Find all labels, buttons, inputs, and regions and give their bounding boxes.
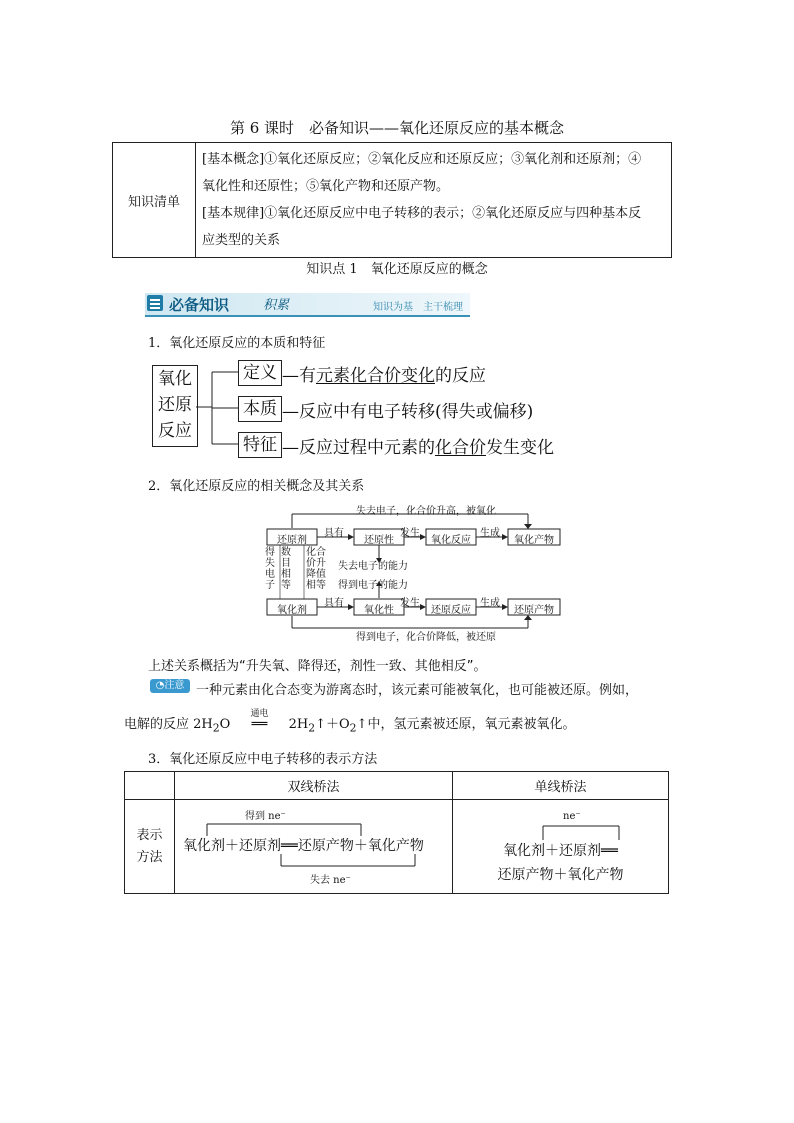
banner-subtitle: 知识为基 主干梳理 xyxy=(373,302,463,313)
electron-transfer-table xyxy=(124,771,669,894)
knowledge-list-table xyxy=(112,142,672,258)
essence-box: 本质 xyxy=(238,396,282,422)
double-bridge-cell xyxy=(175,800,453,894)
definition-text: —有元素化合价变化的反应 xyxy=(282,366,486,386)
note-text-line2: 电解的反应 $2H_2O$ 通电 ══ $2H_2↑+O_2↑$中，氢元素被还原，氧元素被氧化。 xyxy=(124,709,576,735)
lose-electron-ability: 失去电子的能力 xyxy=(338,561,408,572)
section3-heading: 3．氧化还原反应中电子转移的表示方法 xyxy=(148,752,378,767)
summary-text: 上述关系概括为“升失氧、降得还，剂性一致、其他相反”。 xyxy=(148,659,487,674)
arrow-label-undergo: 发生 xyxy=(400,598,420,609)
top-relation-label: 失去电子，化合价升高，被氧化 xyxy=(356,506,496,517)
knowledge-line: [基本概念]①氧化还原反应；②氧化反应和还原反应；③氧化剂和还原剂；④ xyxy=(202,152,642,167)
root-line: 氧化 xyxy=(158,369,192,389)
banner-stamp: 积累 xyxy=(263,298,290,313)
reducing-agent-box: 还原剂 xyxy=(277,535,307,546)
column-single-bridge: 单线桥法 xyxy=(453,772,669,800)
knowledge-point-heading: 知识点 1 氧化还原反应的概念 xyxy=(306,262,488,277)
vertical-label-electrons: 得失电子 xyxy=(265,547,275,591)
gain-electron-ability: 得到电子的能力 xyxy=(338,580,408,591)
knowledge-line: 应类型的关系 xyxy=(202,233,281,248)
note-badge: ◔注意 xyxy=(150,679,190,693)
section2-heading: 2．氧化还原反应的相关概念及其关系 xyxy=(148,479,365,494)
note-text-line1: 一种元素由化合态变为游离态时，该元素可能被氧化，也可能被还原。例如， xyxy=(196,683,639,698)
arrow-label-has: 具有 xyxy=(324,598,344,609)
oxidation-reaction-box: 氧化反应 xyxy=(431,535,471,546)
knowledge-list-label: 知识清单 xyxy=(113,143,196,258)
vertical-label-valence: 化合价升降值相等 xyxy=(306,547,326,591)
feature-text: —反应过程中元素的化合价发生变化 xyxy=(282,438,554,458)
page-title: 第 6 课时 必备知识——氧化还原反应的基本概念 xyxy=(229,119,565,137)
oxidation-product-box: 氧化产物 xyxy=(514,535,554,546)
double-bottom-label: 失去 ne⁻ xyxy=(310,875,351,886)
single-equation-line2: 还原产物＋氧化产物 xyxy=(497,867,624,883)
root-line: 反应 xyxy=(158,421,192,441)
reducibility-box: 还原性 xyxy=(364,535,394,546)
arrow-label-has: 具有 xyxy=(324,528,344,539)
oxidizing-agent-box: 氧化剂 xyxy=(277,605,307,616)
knowledge-line: 氧化性和还原性；⑤氧化产物和还原产物。 xyxy=(202,179,450,194)
table-corner xyxy=(125,772,175,800)
vertical-label-equal: 数目相等 xyxy=(281,547,291,591)
book-icon xyxy=(147,295,163,311)
feature-box: 特征 xyxy=(238,432,282,458)
knowledge-line: [基本规律]①氧化还原反应中电子转移的表示；②氧化还原反应与四种基本反 xyxy=(202,206,642,221)
arrow-label-produce: 生成 xyxy=(480,598,500,609)
section-banner xyxy=(145,293,470,317)
double-equation: 氧化剂＋还原剂══还原产物＋氧化产物 xyxy=(183,838,424,854)
double-top-label: 得到 ne⁻ xyxy=(245,811,286,822)
single-bridge-line xyxy=(533,822,623,842)
section1-heading: 1．氧化还原反应的本质和特征 xyxy=(148,336,326,351)
arrow-label-undergo: 发生 xyxy=(400,528,420,539)
reduction-product-box: 还原产物 xyxy=(514,605,554,616)
oxidizability-box: 氧化性 xyxy=(364,605,394,616)
row-label: 表示方法 xyxy=(125,800,175,894)
banner-title: 必备知识 xyxy=(169,296,230,314)
single-equation-line1: 氧化剂＋还原剂══ xyxy=(503,843,618,859)
concept-root-box xyxy=(152,365,198,447)
essence-text: —反应中有电子转移(得失或偏移) xyxy=(282,402,534,422)
bottom-relation-label: 得到电子，化合价降低，被还原 xyxy=(356,632,496,643)
single-bridge-cell xyxy=(453,800,669,894)
column-double-bridge: 双线桥法 xyxy=(175,772,453,800)
single-top-label: ne⁻ xyxy=(563,811,581,822)
reduction-reaction-box: 还原反应 xyxy=(431,605,471,616)
arrow-label-produce: 生成 xyxy=(480,528,500,539)
definition-box: 定义 xyxy=(238,360,282,386)
knowledge-list-content xyxy=(196,143,672,258)
tree-connector xyxy=(196,360,240,452)
root-line: 还原 xyxy=(158,395,192,415)
